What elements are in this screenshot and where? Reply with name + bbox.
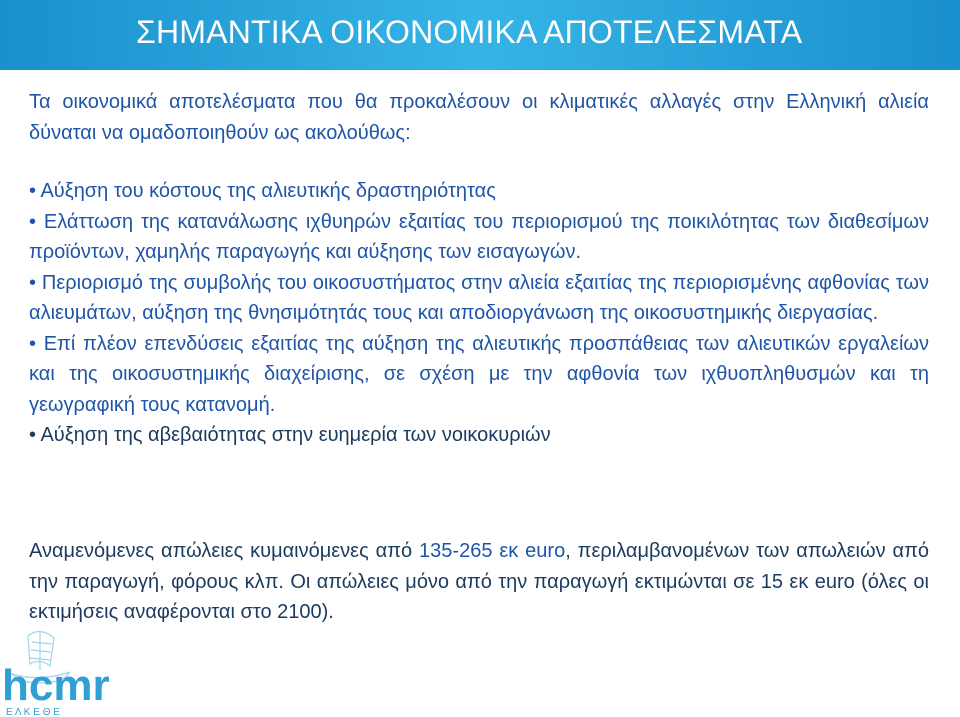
losses-amount: 135-265 εκ euro	[419, 540, 566, 562]
bullet-item-consumption: • Ελάττωση της κατανάλωσης ιχθυηρών εξαιτίας του περιορισμού της ποικιλότητας των διαθεσίμων προϊόντων, χαμηλής παραγωγής και αύξησης των εισαγωγών.	[29, 210, 929, 263]
logo-subtext: Ε Λ Κ Ε Θ Ε	[6, 707, 60, 717]
bullet-list	[29, 176, 929, 451]
logo-text: hcmr	[2, 661, 110, 710]
bullet-item-uncertainty: • Αύξηση της αβεβαιότητας στην ευημερία των νοικοκυριών	[29, 424, 551, 446]
losses-text-end: , περιλαμβανομένων των απωλειών από την παραγωγή, φόρους κλπ. Οι απώλειες μόνο από την παραγωγή εκτιμώνται σε 15 εκ euro (όλες οι εκτιμήσεις αναφέρονται στο 2100).	[29, 540, 929, 623]
bullet-item-cost: • Αύξηση του κόστους της αλιευτικής δραστηριότητας	[29, 180, 496, 202]
losses-text-start: Αναμενόμενες απώλειες κυμαινόμενες από	[29, 540, 420, 562]
hcmr-logo	[0, 608, 120, 717]
slide-title: ΣΗΜΑΝΤΙΚΑ ΟΙΚΟΝΟΜΙΚΑ ΑΠΟΤΕΛΕΣΜΑΤΑ	[136, 14, 803, 50]
bullet-item-investments: • Επί πλέον επενδύσεις εξαιτίας της αύξηση της αλιευτικής προσπάθειας των αλιευτικών εργαλείων και της οικοσυστημικής διαχείρισης, σε σχέση με την αφθονία των ιχθυοπληθυσμών και τη γεωγραφική τους κατανομή.	[29, 332, 929, 416]
losses-paragraph	[29, 536, 929, 628]
title-band	[0, 0, 960, 70]
bullet-item-ecosystem: • Περιορισμό της συμβολής του οικοσυστήματος στην αλιεία εξαιτίας της περιορισμένης αφθονίας των αλιευμάτων, αύξηση της θνησιμότητάς τους και αποδιοργάνωση της οικοσυστημικής διεργασίας.	[29, 271, 929, 324]
intro-paragraph: Τα οικονομικά αποτελέσματα που θα προκαλέσουν οι κλιματικές αλλαγές στην Ελληνική αλιεία δύναται να ομαδοποιηθούν ως ακολούθως:	[29, 91, 929, 144]
